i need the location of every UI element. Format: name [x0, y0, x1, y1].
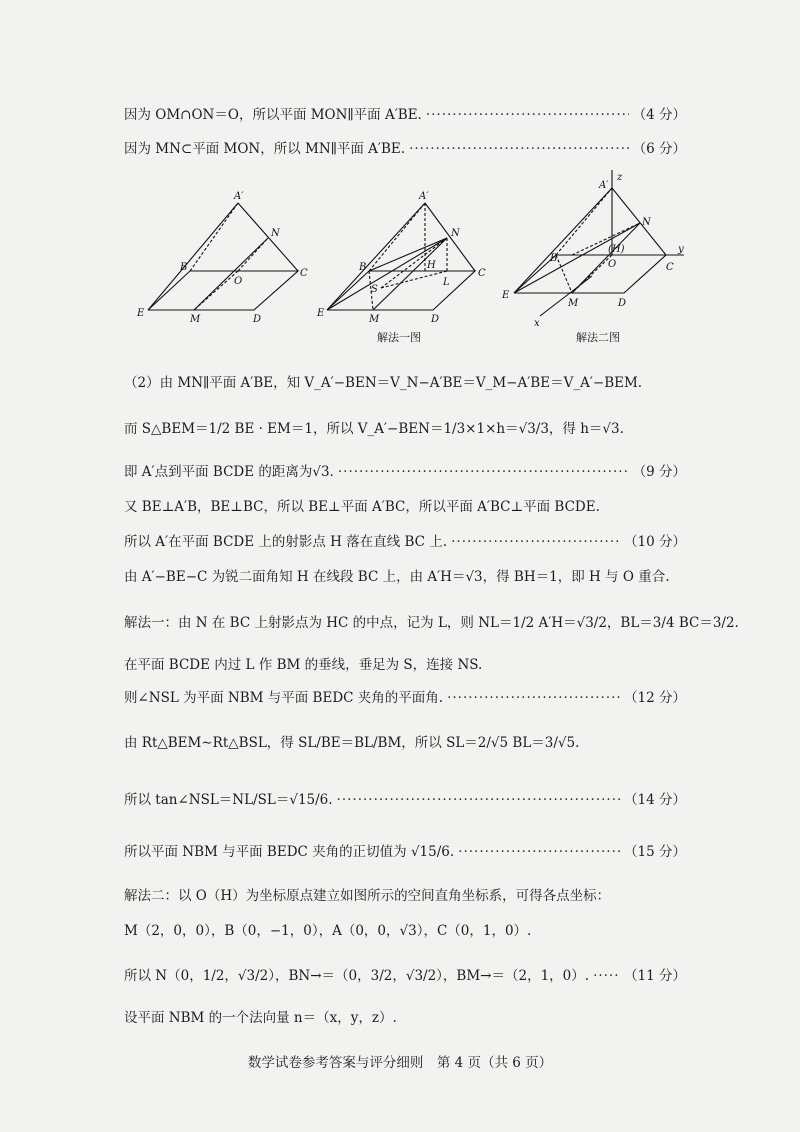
- figure-two: [315, 168, 495, 348]
- score-badge: （10 分）: [624, 534, 686, 550]
- label-a: A′: [599, 180, 609, 191]
- figure-caption: 解法一图: [377, 331, 421, 344]
- score-badge: （12 分）: [624, 690, 686, 706]
- line-6: 又 BE⊥A′B，BE⊥BC，所以 BE⊥平面 A′BC，所以平面 A′BC⊥平面 BCDE.: [124, 499, 600, 515]
- line-14: 所以平面 NBM 与平面 BEDC 夹角的正切值为 √15/6. ····· （15 分）: [124, 842, 686, 862]
- figure-three: [500, 168, 700, 348]
- line-12: 由 Rt△BEM∼Rt△BSL，得 SL/BE＝BL/BM，所以 SL＝2/√5 BL＝3/√5.: [124, 735, 580, 751]
- label-a: A′: [234, 191, 244, 202]
- label-o: O: [608, 259, 617, 270]
- line-13: 所以 tan∠NSL＝NL/SL＝√15/6. ····· （14 分）: [124, 790, 686, 810]
- label-a: A′: [419, 191, 429, 202]
- score-badge: （14 分）: [624, 792, 686, 808]
- line-18: 设平面 NBM 的一个法向量 n＝（x，y，z）.: [124, 1010, 397, 1026]
- label-n: N: [451, 228, 460, 239]
- line-1: 因为 OM∩ON＝O，所以平面 MON∥平面 A′BE. ····· （4 分）: [124, 105, 686, 125]
- label-d: D: [431, 314, 440, 325]
- line-16: M（2，0，0），B（0，−1，0），A（0，0，√3），C（0，1，0）.: [124, 923, 532, 939]
- label-d: D: [253, 314, 262, 325]
- label-l: L: [443, 277, 450, 288]
- label-c: C: [666, 262, 674, 273]
- figure-one: [128, 168, 308, 328]
- line-17: 所以 N（0，1/2，√3/2），BN→＝（0，3/2，√3/2），BM→＝（2，1，0）. ····· （11 分）: [124, 966, 686, 986]
- label-b: B: [359, 262, 367, 273]
- label-e: E: [502, 290, 510, 301]
- line-11: 则∠NSL 为平面 NBM 与平面 BEDC 夹角的平面角. ····· （12 分）: [124, 688, 686, 708]
- label-e: E: [137, 308, 145, 319]
- label-m: M: [369, 314, 380, 325]
- label-n: N: [642, 217, 651, 228]
- label-b: B: [180, 262, 188, 273]
- label-n: N: [271, 228, 280, 239]
- score-badge: （4 分）: [632, 107, 686, 123]
- score-badge: （6 分）: [632, 141, 686, 157]
- score-badge: （9 分）: [632, 464, 686, 480]
- label-h: (H): [608, 244, 625, 255]
- label-d: D: [618, 298, 627, 309]
- line-15: 解法二：以 O（H）为坐标原点建立如图所示的空间直角坐标系，可得各点坐标：: [124, 888, 611, 904]
- label-h: H: [427, 260, 436, 271]
- score-badge: （15 分）: [624, 844, 686, 860]
- line-8: 由 A′−BE−C 为锐二面角知 H 在线段 BC 上，由 A′H＝√3，得 BH＝1，即 H 与 O 重合.: [124, 569, 670, 585]
- line-9: 解法一：由 N 在 BC 上射影点为 HC 的中点，记为 L，则 NL＝1/2 A′H＝√3/2，BL＝3/4 BC＝3/2.: [124, 615, 739, 631]
- figure-caption: 解法二图: [576, 331, 620, 344]
- label-x: x: [534, 318, 540, 329]
- label-m: M: [568, 298, 579, 309]
- label-z: z: [617, 172, 623, 183]
- line-5: 即 A′点到平面 BCDE 的距离为√3. ····· （9 分）: [124, 462, 686, 482]
- label-o: O: [234, 276, 243, 287]
- line-4: 而 S△BEM＝1/2 BE · EM＝1，所以 V_A′−BEN＝1/3×1×h＝√3/3，得 h＝√3.: [124, 421, 624, 437]
- label-m: M: [190, 314, 201, 325]
- line-3: （2）由 MN∥平面 A′BE，知 V_A′−BEN＝V_N−A′BE＝V_M−A′BE＝V_A′−BEM.: [124, 375, 643, 391]
- score-badge: （11 分）: [624, 968, 686, 984]
- line-10: 在平面 BCDE 内过 L 作 BM 的垂线，垂足为 S，连接 NS.: [124, 657, 483, 673]
- label-b: B: [550, 253, 558, 264]
- page-footer: 数学试卷参考答案与评分细则 第 4 页（共 6 页）: [247, 1055, 553, 1071]
- label-s: S: [371, 284, 378, 295]
- label-y: y: [678, 244, 684, 255]
- line-7: 所以 A′在平面 BCDE 上的射影点 H 落在直线 BC 上. ····· （10 分）: [124, 532, 686, 552]
- label-c: C: [300, 268, 308, 279]
- label-c: C: [478, 268, 486, 279]
- line-2: 因为 MN⊂平面 MON，所以 MN∥平面 A′BE. ····· （6 分）: [124, 139, 686, 159]
- label-e: E: [317, 308, 325, 319]
